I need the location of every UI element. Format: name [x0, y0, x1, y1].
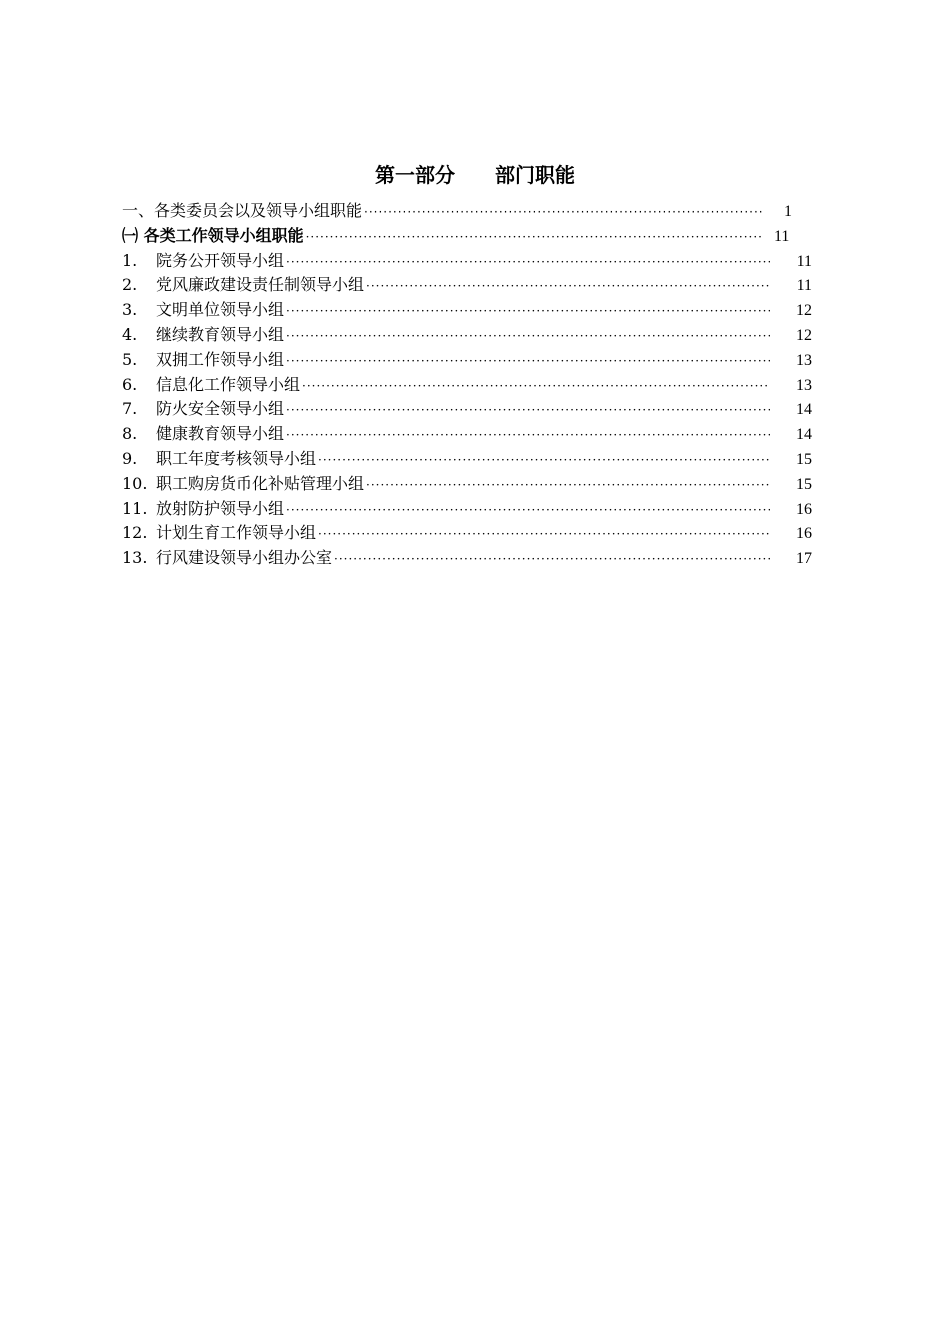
toc-page-number: 15	[796, 475, 812, 493]
toc-entry-number: 7.	[122, 399, 138, 419]
table-of-contents	[122, 199, 812, 571]
toc-page-number: 11	[796, 277, 812, 295]
toc-entry-section[interactable]	[122, 199, 812, 224]
toc-page-number: 13	[796, 376, 812, 394]
toc-entry[interactable]	[122, 273, 812, 298]
page-title: 第一部分 部门职能	[375, 163, 575, 187]
toc-entry-text: 健康教育领导小组	[156, 424, 285, 444]
toc-page-number: 12	[796, 326, 812, 344]
toc-entry-number: 11.	[122, 498, 148, 518]
toc-entry-subsection[interactable]	[122, 224, 812, 249]
toc-entry-number: 10.	[122, 473, 148, 493]
toc-entry[interactable]	[122, 497, 812, 522]
toc-page-number: 14	[796, 401, 812, 419]
toc-page-number: 14	[796, 426, 812, 444]
toc-entry-text: 计划生育工作领导小组	[156, 523, 317, 543]
toc-page-number: 16	[796, 500, 812, 518]
toc-page-number: 11	[774, 227, 790, 245]
toc-dot-leader	[366, 274, 770, 298]
toc-page-number: 1	[784, 203, 792, 220]
toc-dot-leader	[286, 299, 770, 323]
toc-dot-leader	[286, 324, 770, 348]
toc-entry-text: 行风建设领导小组办公室	[156, 548, 333, 568]
toc-dot-leader	[318, 522, 770, 546]
toc-dot-leader	[302, 374, 770, 398]
toc-dot-leader	[334, 547, 770, 571]
toc-entry-text: 双拥工作领导小组	[156, 349, 285, 369]
toc-entry-number: 4.	[122, 324, 138, 344]
toc-entry-text: ㈠ 各类工作领导小组职能	[122, 225, 304, 245]
toc-entry-number: 8.	[122, 424, 138, 444]
toc-page-number: 16	[796, 525, 812, 543]
toc-page-number: 12	[796, 302, 812, 320]
toc-entry-text: 信息化工作领导小组	[156, 374, 301, 394]
toc-entry[interactable]	[122, 249, 812, 274]
toc-entry-text: 职工购房货币化补贴管理小组	[156, 473, 365, 493]
toc-dot-leader	[318, 448, 770, 472]
toc-entry[interactable]	[122, 546, 812, 571]
toc-page-number: 13	[796, 351, 812, 369]
toc-entry-number: 6.	[122, 374, 138, 394]
toc-dot-leader	[366, 473, 770, 497]
toc-entry[interactable]	[122, 447, 812, 472]
toc-entry-number: 5.	[122, 349, 138, 369]
toc-entry[interactable]	[122, 323, 812, 348]
toc-entry[interactable]	[122, 298, 812, 323]
toc-dot-leader	[286, 498, 770, 522]
toc-entry[interactable]	[122, 521, 812, 546]
toc-page-number: 15	[796, 450, 812, 468]
toc-dot-leader	[364, 200, 762, 224]
toc-entry-text: 院务公开领导小组	[156, 250, 285, 270]
toc-page-number: 11	[796, 252, 812, 270]
toc-entry-text: 防火安全领导小组	[156, 399, 285, 419]
toc-entry-number: 12.	[122, 523, 148, 543]
toc-entry-text: 放射防护领导小组	[156, 498, 285, 518]
toc-dot-leader	[286, 250, 770, 274]
toc-entry[interactable]	[122, 373, 812, 398]
toc-entry-text: 一、各类委员会以及领导小组职能	[122, 201, 363, 220]
toc-entry-text: 继续教育领导小组	[156, 324, 285, 344]
toc-entry-text: 职工年度考核领导小组	[156, 448, 317, 468]
toc-entry-number: 13.	[122, 548, 148, 568]
toc-entry-number: 2.	[122, 275, 138, 295]
toc-dot-leader	[286, 349, 770, 373]
toc-entry[interactable]	[122, 472, 812, 497]
toc-entry[interactable]	[122, 397, 812, 422]
toc-entry-number: 3.	[122, 300, 138, 320]
toc-dot-leader	[306, 225, 764, 249]
toc-dot-leader	[286, 423, 770, 447]
toc-entry-number: 9.	[122, 448, 138, 468]
toc-entry-number: 1.	[122, 250, 138, 270]
toc-entry-text: 文明单位领导小组	[156, 300, 285, 320]
toc-entry[interactable]	[122, 422, 812, 447]
toc-dot-leader	[286, 398, 770, 422]
toc-entry[interactable]	[122, 348, 812, 373]
toc-entry-text: 党风廉政建设责任制领导小组	[156, 275, 365, 295]
toc-page-number: 17	[796, 550, 812, 568]
